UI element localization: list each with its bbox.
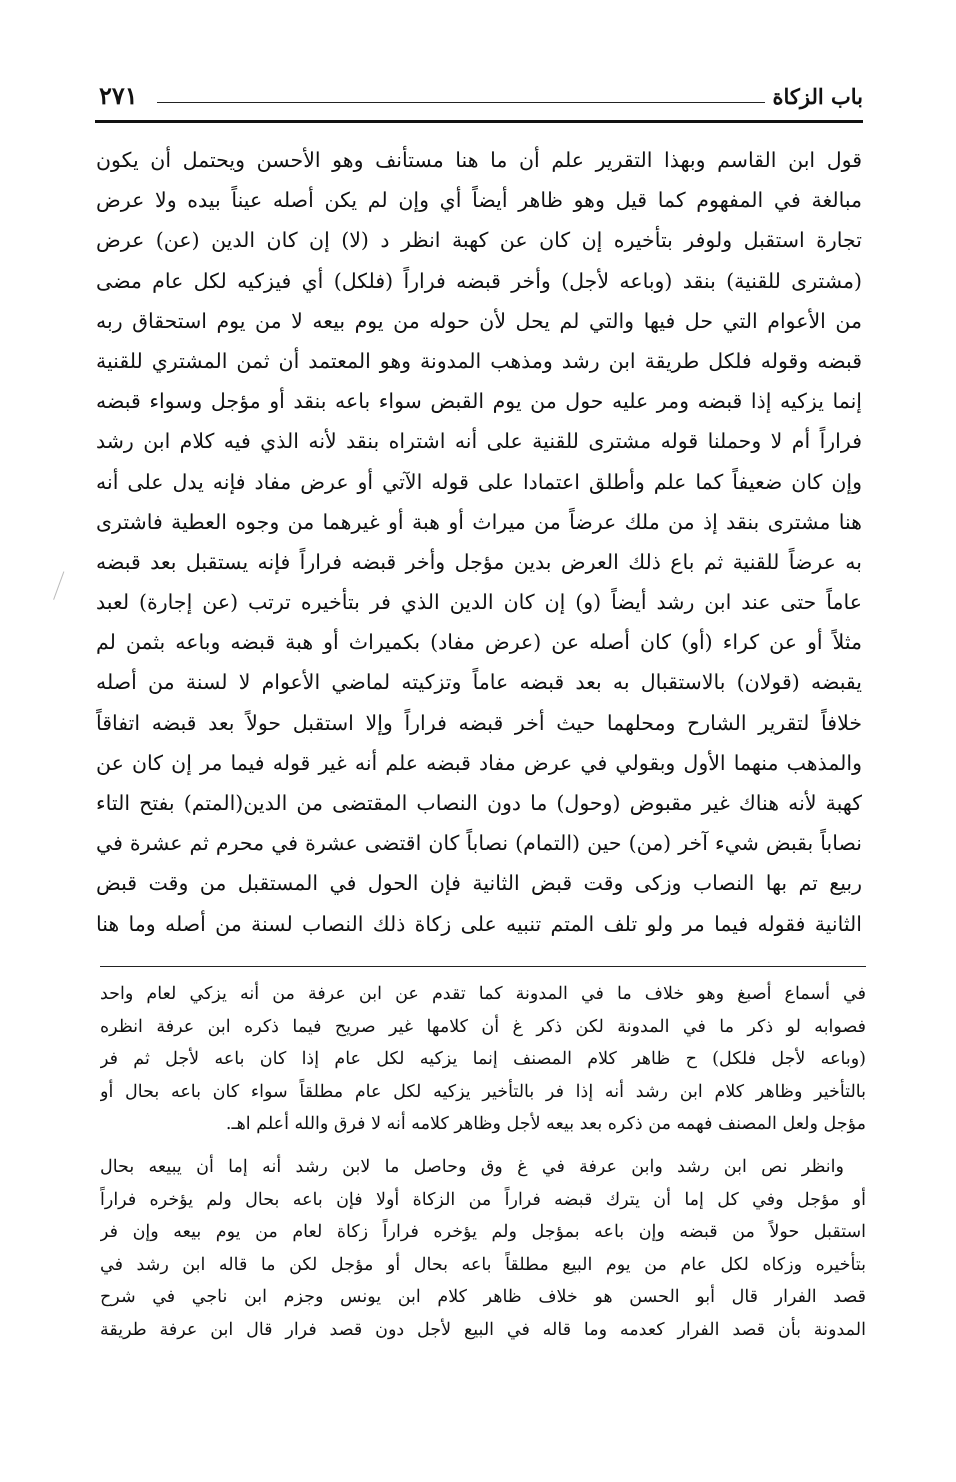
text-line: مثلاً أو عن كراء (أو) كان أصله عن (عرض مفاد) بكميراث أو هبة قبضه وباعه بثمن لم [96, 630, 862, 655]
chapter-title: باب الزكاة [772, 84, 863, 109]
text-line: ربيع تم بها النصاب وزكى وقت قبض الثانية فإن الحول في المستقبل من وقت قبض [96, 871, 862, 896]
text-line: عاماً حتى عند ابن رشد أيضاً (و) إن كان الدين الذي فر بتأخيره ترتب (عن إجارة) لعبد [96, 590, 862, 615]
text-line: كهبة لأنه هناك غير مقبوض (وحول) ما دون النصاب المقتضى من الدين(المتم) بفتح التاء [96, 791, 862, 815]
margin-mark [53, 571, 72, 602]
text-line: والمذهب منهما الأول وبقولي في عرض مفاد قبضه علم أنه غير قوله فيما مر إن كان عن [96, 750, 862, 775]
text-line: نصاباً بقبض شيء آخر (من) حين (التمام) نصاباً كان اقتضى عشرة في محرم ثم عشرة في [96, 831, 862, 856]
footnote-line: بتأخيره وزكاه لكل عام من يوم البيع مطلقاً باعه بحال أو مؤجل لكن ما قاله ابن رشد في [100, 1254, 866, 1275]
main-text [96, 140, 862, 944]
footnote-line: أو مؤجل وفي كل إما أن يترك قبضه فراراً من الزكاة أولا فإن باعه بحال ولم يؤخره فراراً [100, 1189, 866, 1210]
text-line: مبالغة في المفهوم كما قيل وهو ظاهر أيضاً أي وإن لم يكن أصله عيناً بيده ولا عرض [96, 188, 862, 213]
text-line: خلافاً لتقرير الشارح ومحلهما حيث أخر قبضه فراراً وإلا استقبل حولاً بعد قبضه اتفاقاً [96, 710, 862, 735]
text-line: الثانية فقوله فيما مر ولو تلف المتم تنبيه على زكاة ذلك النصاب لسنة من أصله وما هنا [96, 911, 862, 936]
header-thin-rule [157, 102, 765, 103]
text-line: تجارة استقبل ولوفر بتأخيره إن كان عن كهبة انظر د (لا) إن كان الدين (عن) عرض [96, 228, 862, 253]
text-line: هنا مشترى بنقد إذ من ملك عرضاً من ميراث أو هبة أو غيرهما من وجوه العطية فاشترى [96, 509, 862, 534]
footnotes [100, 978, 866, 1347]
text-line: (مشترى للقنية) بنقد (وباعه لأجل) وأخر قبضه فراراً (فلكل) أي فيزكيه لكل عام مضى [96, 268, 862, 293]
footnote-line: (وباعه لأجل فلكل) ح ظاهر كلام المصنف إنما يزكيه لكل عام إذا كان باعه لأجل ثم فر [100, 1049, 866, 1070]
footnote-separator [100, 966, 866, 967]
footnote-line: مؤجل ولعل المصنف فهمه من ذكره بعد بيعه لأجل وظاهر كلامه أنه لا فرق والله أعلم اهـ. [225, 1114, 866, 1135]
paragraph-gap [100, 1141, 866, 1151]
text-line: من الأعوام التي حل فيها والتي لم يحل لأن حوله من يوم بيعه لا من يوم استحقاق ربه [96, 308, 862, 333]
text-line: به عرضاً للقنية ثم باع ذلك العرض بدين مؤجل وأخر قبضه فراراً فإنه يستقبل بعد قبضه [96, 549, 862, 574]
text-line: قبضه وقوله فلكل طريقة ابن رشد ومذهب المدونة وهو المعتمد أن ثمن المشتري للقنية [96, 348, 862, 373]
footnote-line: في أسماع أصبغ وهو خلاف ما في المدونة كما تقدم عن ابن عرفة من أنه يزكي لعام واحد [100, 984, 866, 1004]
footnote-line: وانظر نص ابن رشد وابن عرفة في غ وق وحاصل ما لابن رشد أنه إما أن يبيعه بحال [100, 1156, 844, 1177]
footnote-line: قصد الفرار قال أبو الحسن هو خلاف ظاهر كلام ابن يونس وجزم ابن ناجي في شرح [100, 1287, 866, 1308]
text-line: وإن كان ضعيفاً كما علم وأطلق اعتمادا على قوله الآتي أو عرض مفاد فإنه يدل على أنه [96, 469, 862, 494]
header-rule [95, 120, 863, 123]
text-line: إنما يزكيه إذا قبضه ومر عليه حول من يوم القبض سواء باعه بنقد أو مؤجل وسواء قبضه [96, 389, 862, 414]
page-header [95, 80, 863, 120]
footnote-line: بالتأخير وظاهر كلام ابن رشد أنه إذا فر بالتأخير يزكيه لكل عام مطلقاً سواء كان باعه بحال أو [100, 1081, 866, 1102]
page-number: ٢٧١ [99, 81, 138, 110]
footnote-line: المدونة بأن قصد الفرار كعدمه وما قاله في البيع لأجل دون قصد فرار قال ابن عرفة طريقة [100, 1319, 866, 1340]
footnote-line: فصوابه لو ذكر ما في المدونة لكن ذكر غ أن كلامها غير صريح فيما ذكره ابن عرفة انظره [100, 1016, 866, 1037]
text-line: يقبضه (قولان) بالاستقبال به بعد قبضه عاماً وتزكيته لماضي الأعوام لا لسنة من أصله [96, 670, 862, 695]
text-line: قول ابن القاسم وبهذا التقرير علم أن ما هنا مستأنف وهو الأحسن ويحتمل أن يكون [96, 148, 862, 172]
footnote-line: استقبل حولاً من قبضه وإن باعه بمؤجل ولم يؤخره فراراً زكاة لعام من يوم بيعه وإن فر [100, 1222, 866, 1243]
text-line: فراراً أم لا وحملنا قوله مشترى للقنية على أنه اشتراه بنقد لأنه الذي فيه كلام ابن رشد [96, 429, 862, 454]
